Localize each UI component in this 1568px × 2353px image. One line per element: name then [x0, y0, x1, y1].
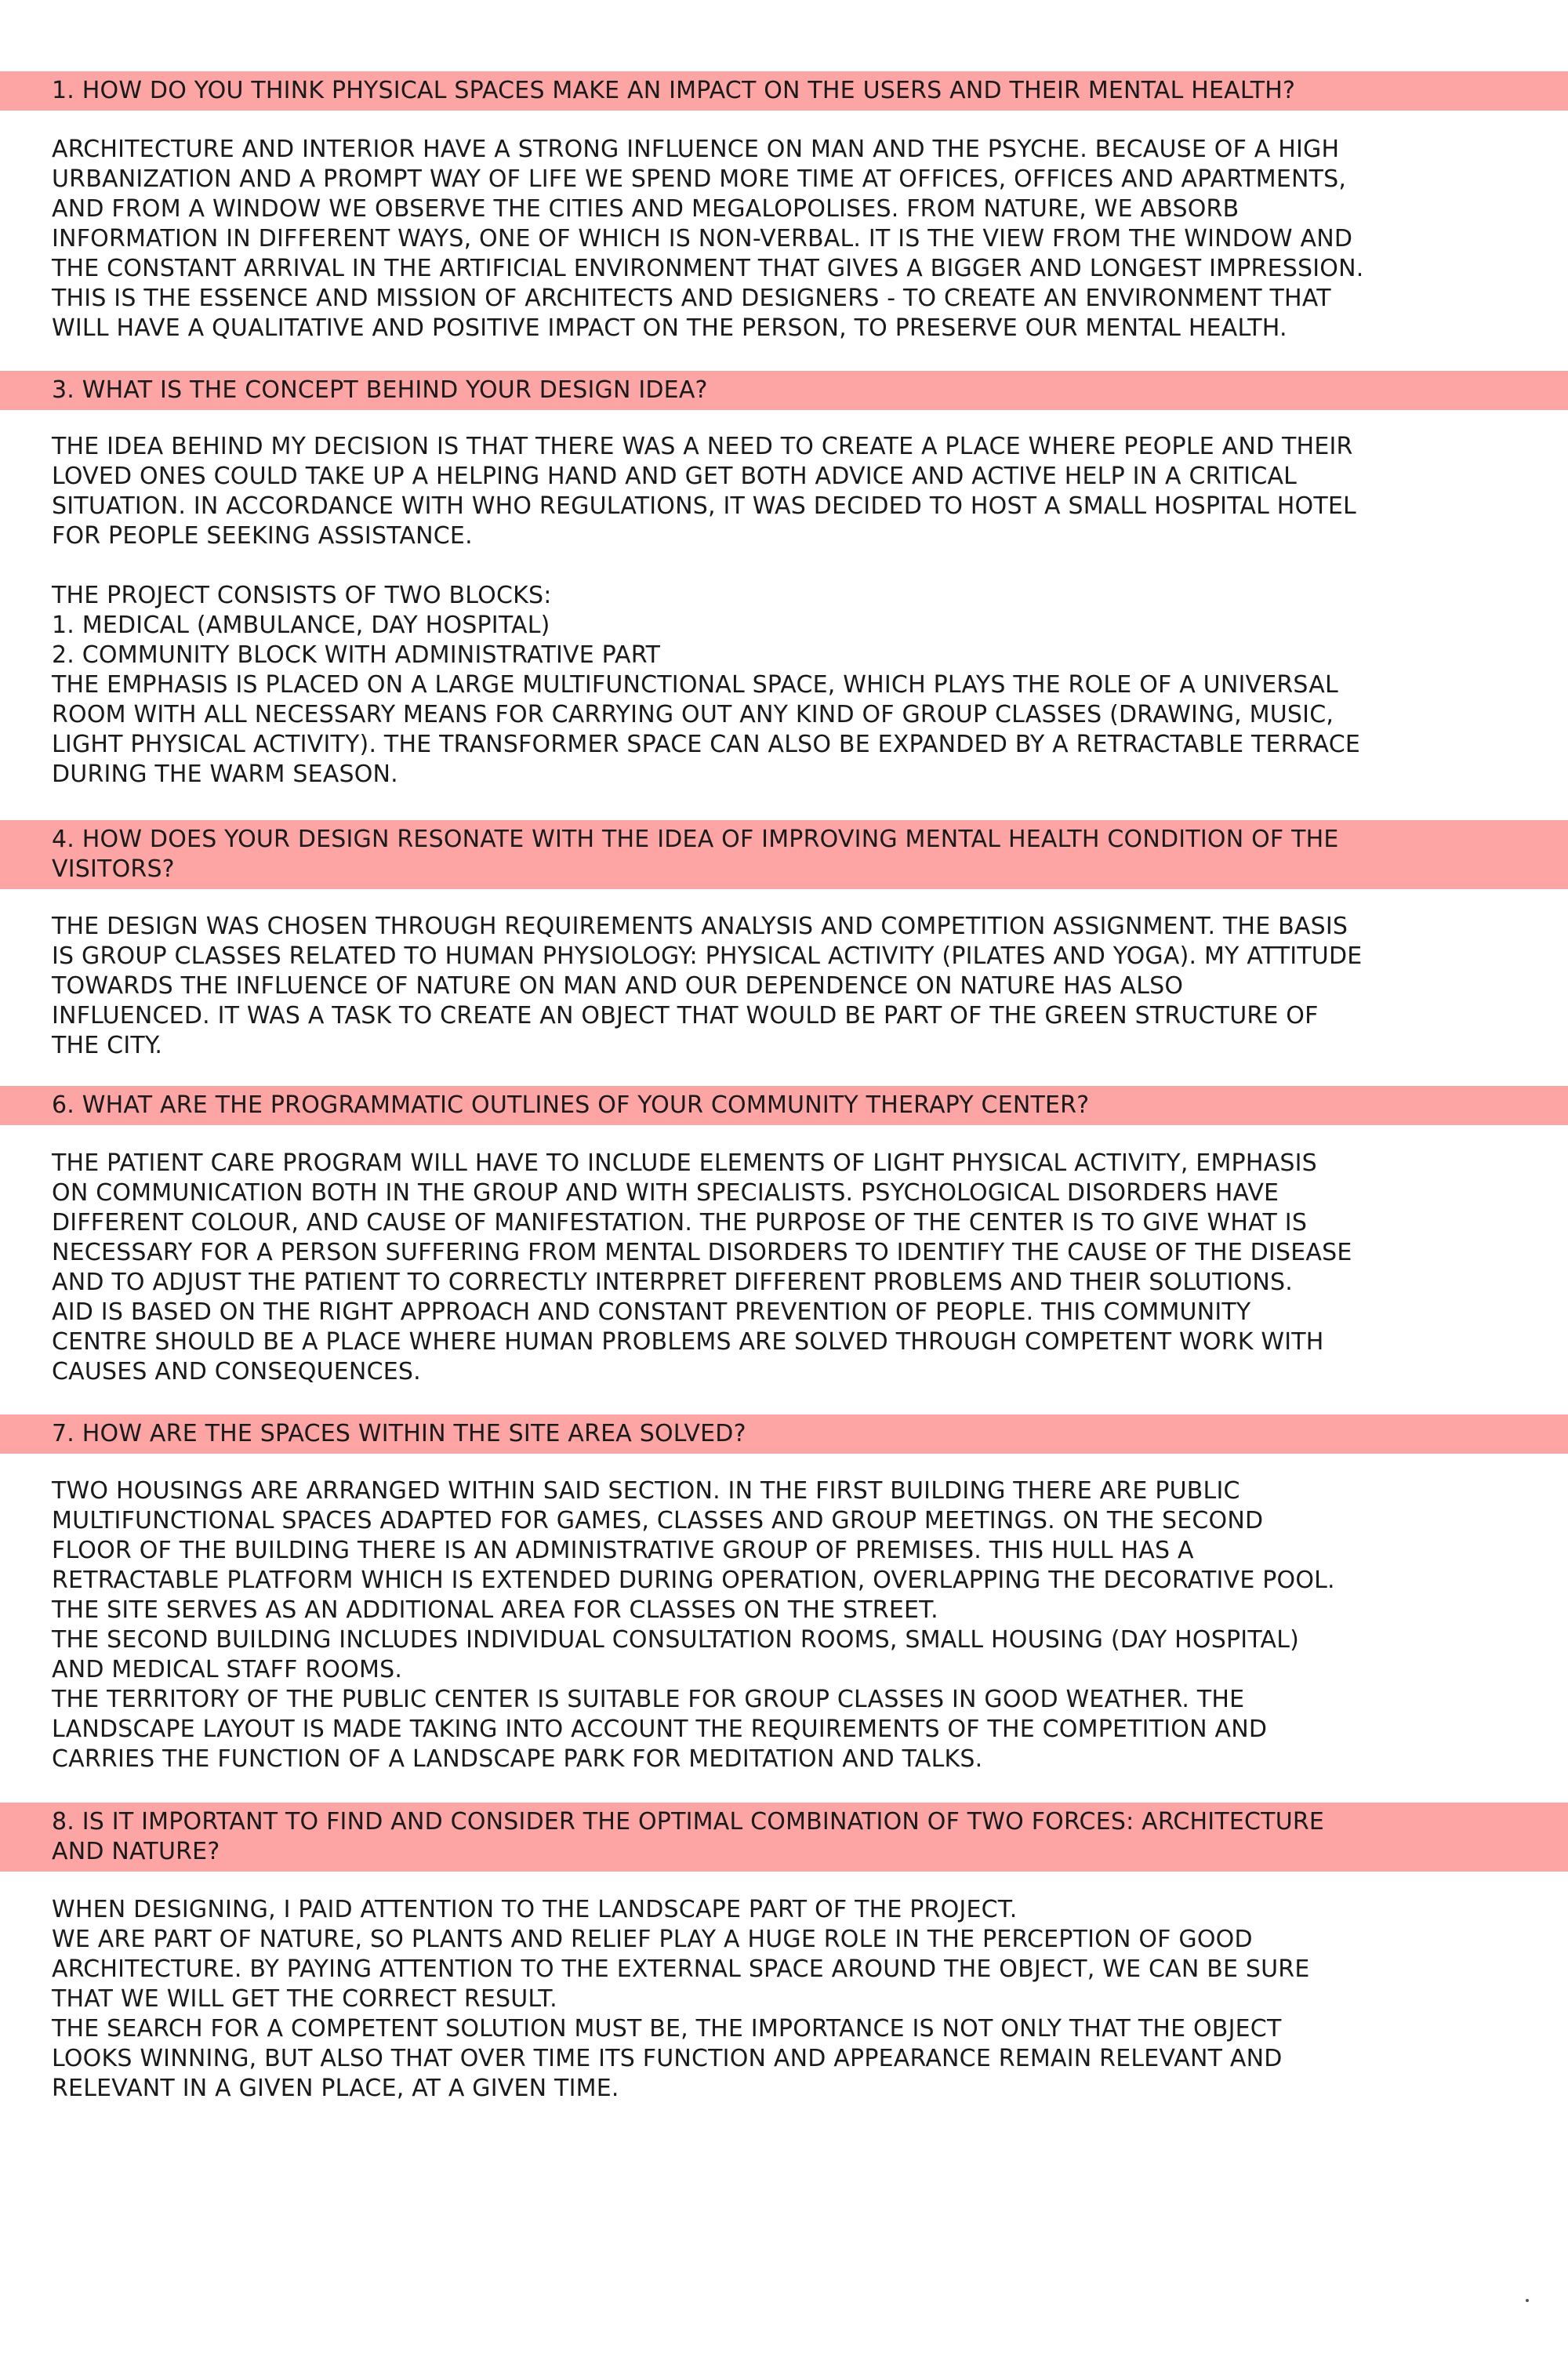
question-4-heading: 4. HOW DOES YOUR DESIGN RESONATE WITH THE IDEA OF IMPROVING MENTAL HEALTH CONDITION OF THE VISITORS? [0, 820, 1568, 889]
question-6-heading: 6. WHAT ARE THE PROGRAMMATIC OUTLINES OF YOUR COMMUNITY THERAPY CENTER? [0, 1086, 1568, 1125]
answer-3-text: THE IDEA BEHIND MY DECISION IS THAT THERE WAS A NEED TO CREATE A PLACE WHERE PEOPLE AND THEIR LOVED ONES COULD TAKE UP A HELPING HAND AND GET BOTH ADVICE AND ACTIVE HELP IN A CRITICAL SITUATION. IN ACCORDANCE WITH WHO REGULATIONS, IT WAS DECIDED TO HOST A SMALL HOSPITAL HOTEL FOR PEOPLE SEEKING ASSISTANCE. THE PROJECT CONSISTS OF TWO BLOCKS: 1. MEDICAL (AMBULANCE, DAY HOSPITAL) 2. COMMUNITY BLOCK WITH ADMINISTRATIVE PART THE EMPHASIS IS PLACED ON A LARGE MULTIFUNCTIONAL SPACE, WHICH PLAYS THE ROLE OF A UNIVERSAL ROOM WITH ALL NECESSARY MEANS FOR CARRYING OUT ANY KIND OF GROUP CLASSES (DRAWING, MUSIC, LIGHT PHYSICAL ACTIVITY). THE TRANSFORMER SPACE CAN ALSO BE EXPANDED BY A RETRACTABLE TERRACE DURING THE WARM SEASON. [52, 433, 1361, 788]
answer-1-text: ARCHITECTURE AND INTERIOR HAVE A STRONG INFLUENCE ON MAN AND THE PSYCHE. BECAUSE OF A HIGH URBANIZATION AND A PROMPT WAY OF LIFE WE SPEND MORE TIME AT OFFICES, OFFICES AND APARTMENTS, AND FROM A WINDOW WE OBSERVE THE CITIES AND MEGALOPOLISES. FROM NATURE, WE ABSORB INFORMATION IN DIFFERENT WAYS, ONE OF WHICH IS NON-VERBAL. IT IS THE VIEW FROM THE WINDOW AND THE CONSTANT ARRIVAL IN THE ARTIFICIAL ENVIRONMENT THAT GIVES A BIGGER AND LONGEST IMPRESSION. THIS IS THE ESSENCE AND MISSION OF ARCHITECTS AND DESIGNERS - TO CREATE AN ENVIRONMENT THAT WILL HAVE A QUALITATIVE AND POSITIVE IMPACT ON THE PERSON, TO PRESERVE OUR MENTAL HEALTH. [52, 136, 1364, 342]
answer-4-text: THE DESIGN WAS CHOSEN THROUGH REQUIREMENTS ANALYSIS AND COMPETITION ASSIGNMENT. THE BASIS IS GROUP CLASSES RELATED TO HUMAN PHYSIOLOGY: PHYSICAL ACTIVITY (PILATES AND YOGA). MY ATTITUDE TOWARDS THE INFLUENCE OF NATURE ON MAN AND OUR DEPENDENCE ON NATURE HAS ALSO INFLUENCED. IT WAS A TASK TO CREATE AN OBJECT THAT WOULD BE PART OF THE GREEN STRUCTURE OF THE CITY. [52, 913, 1363, 1059]
answer-8-text: WHEN DESIGNING, I PAID ATTENTION TO THE LANDSCAPE PART OF THE PROJECT. WE ARE PART OF NATURE, SO PLANTS AND RELIEF PLAY A HUGE ROLE IN THE PERCEPTION OF GOOD ARCHITECTURE. BY PAYING ATTENTION TO THE EXTERNAL SPACE AROUND THE OBJECT, WE CAN BE SURE THAT WE WILL GET THE CORRECT RESULT. THE SEARCH FOR A COMPETENT SOLUTION MUST BE, THE IMPORTANCE IS NOT ONLY THAT THE OBJECT LOOKS WINNING, BUT ALSO THAT OVER TIME ITS FUNCTION AND APPEARANCE REMAIN RELEVANT AND RELEVANT IN A GIVEN PLACE, AT A GIVEN TIME. [52, 1896, 1310, 2102]
question-8-heading: 8. IS IT IMPORTANT TO FIND AND CONSIDER THE OPTIMAL COMBINATION OF TWO FORCES: ARCHITECTURE AND NATURE? [0, 1803, 1568, 1872]
question-3-heading: 3. WHAT IS THE CONCEPT BEHIND YOUR DESIGN IDEA? [0, 371, 1568, 410]
answer-6-text: THE PATIENT CARE PROGRAM WILL HAVE TO INCLUDE ELEMENTS OF LIGHT PHYSICAL ACTIVITY, EMPHASIS ON COMMUNICATION BOTH IN THE GROUP AND WITH SPECIALISTS. PSYCHOLOGICAL DISORDERS HAVE DIFFERENT COLOUR, AND CAUSE OF MANIFESTATION. THE PURPOSE OF THE CENTER IS TO GIVE WHAT IS NECESSARY FOR A PERSON SUFFERING FROM MENTAL DISORDERS TO IDENTIFY THE CAUSE OF THE DISEASE AND TO ADJUST THE PATIENT TO CORRECTLY INTERPRET DIFFERENT PROBLEMS AND THEIR SOLUTIONS. AID IS BASED ON THE RIGHT APPROACH AND CONSTANT PREVENTION OF PEOPLE. THIS COMMUNITY CENTRE SHOULD BE A PLACE WHERE HUMAN PROBLEMS ARE SOLVED THROUGH COMPETENT WORK WITH CAUSES AND CONSEQUENCES. [52, 1149, 1352, 1385]
question-1-heading: 1. HOW DO YOU THINK PHYSICAL SPACES MAKE AN IMPACT ON THE USERS AND THEIR MENTAL HEALTH? [0, 71, 1568, 111]
answer-7-text: TWO HOUSINGS ARE ARRANGED WITHIN SAID SECTION. IN THE FIRST BUILDING THERE ARE PUBLIC MULTIFUNCTIONAL SPACES ADAPTED FOR GAMES, CLASSES AND GROUP MEETINGS. ON THE SECOND FLOOR OF THE BUILDING THERE IS AN ADMINISTRATIVE GROUP OF PREMISES. THIS HULL HAS A RETRACTABLE PLATFORM WHICH IS EXTENDED DURING OPERATION, OVERLAPPING THE DECORATIVE POOL. THE SITE SERVES AS AN ADDITIONAL AREA FOR CLASSES ON THE STREET. THE SECOND BUILDING INCLUDES INDIVIDUAL CONSULTATION ROOMS, SMALL HOUSING (DAY HOSPITAL) AND MEDICAL STAFF ROOMS. THE TERRITORY OF THE PUBLIC CENTER IS SUITABLE FOR GROUP CLASSES IN GOOD WEATHER. THE LANDSCAPE LAYOUT IS MADE TAKING INTO ACCOUNT THE REQUIREMENTS OF THE COMPETITION AND CARRIES THE FUNCTION OF A LANDSCAPE PARK FOR MEDITATION AND TALKS. [52, 1477, 1335, 1773]
question-7-heading: 7. HOW ARE THE SPACES WITHIN THE SITE AREA SOLVED? [0, 1414, 1568, 1454]
corner-dot [1526, 2299, 1529, 2302]
